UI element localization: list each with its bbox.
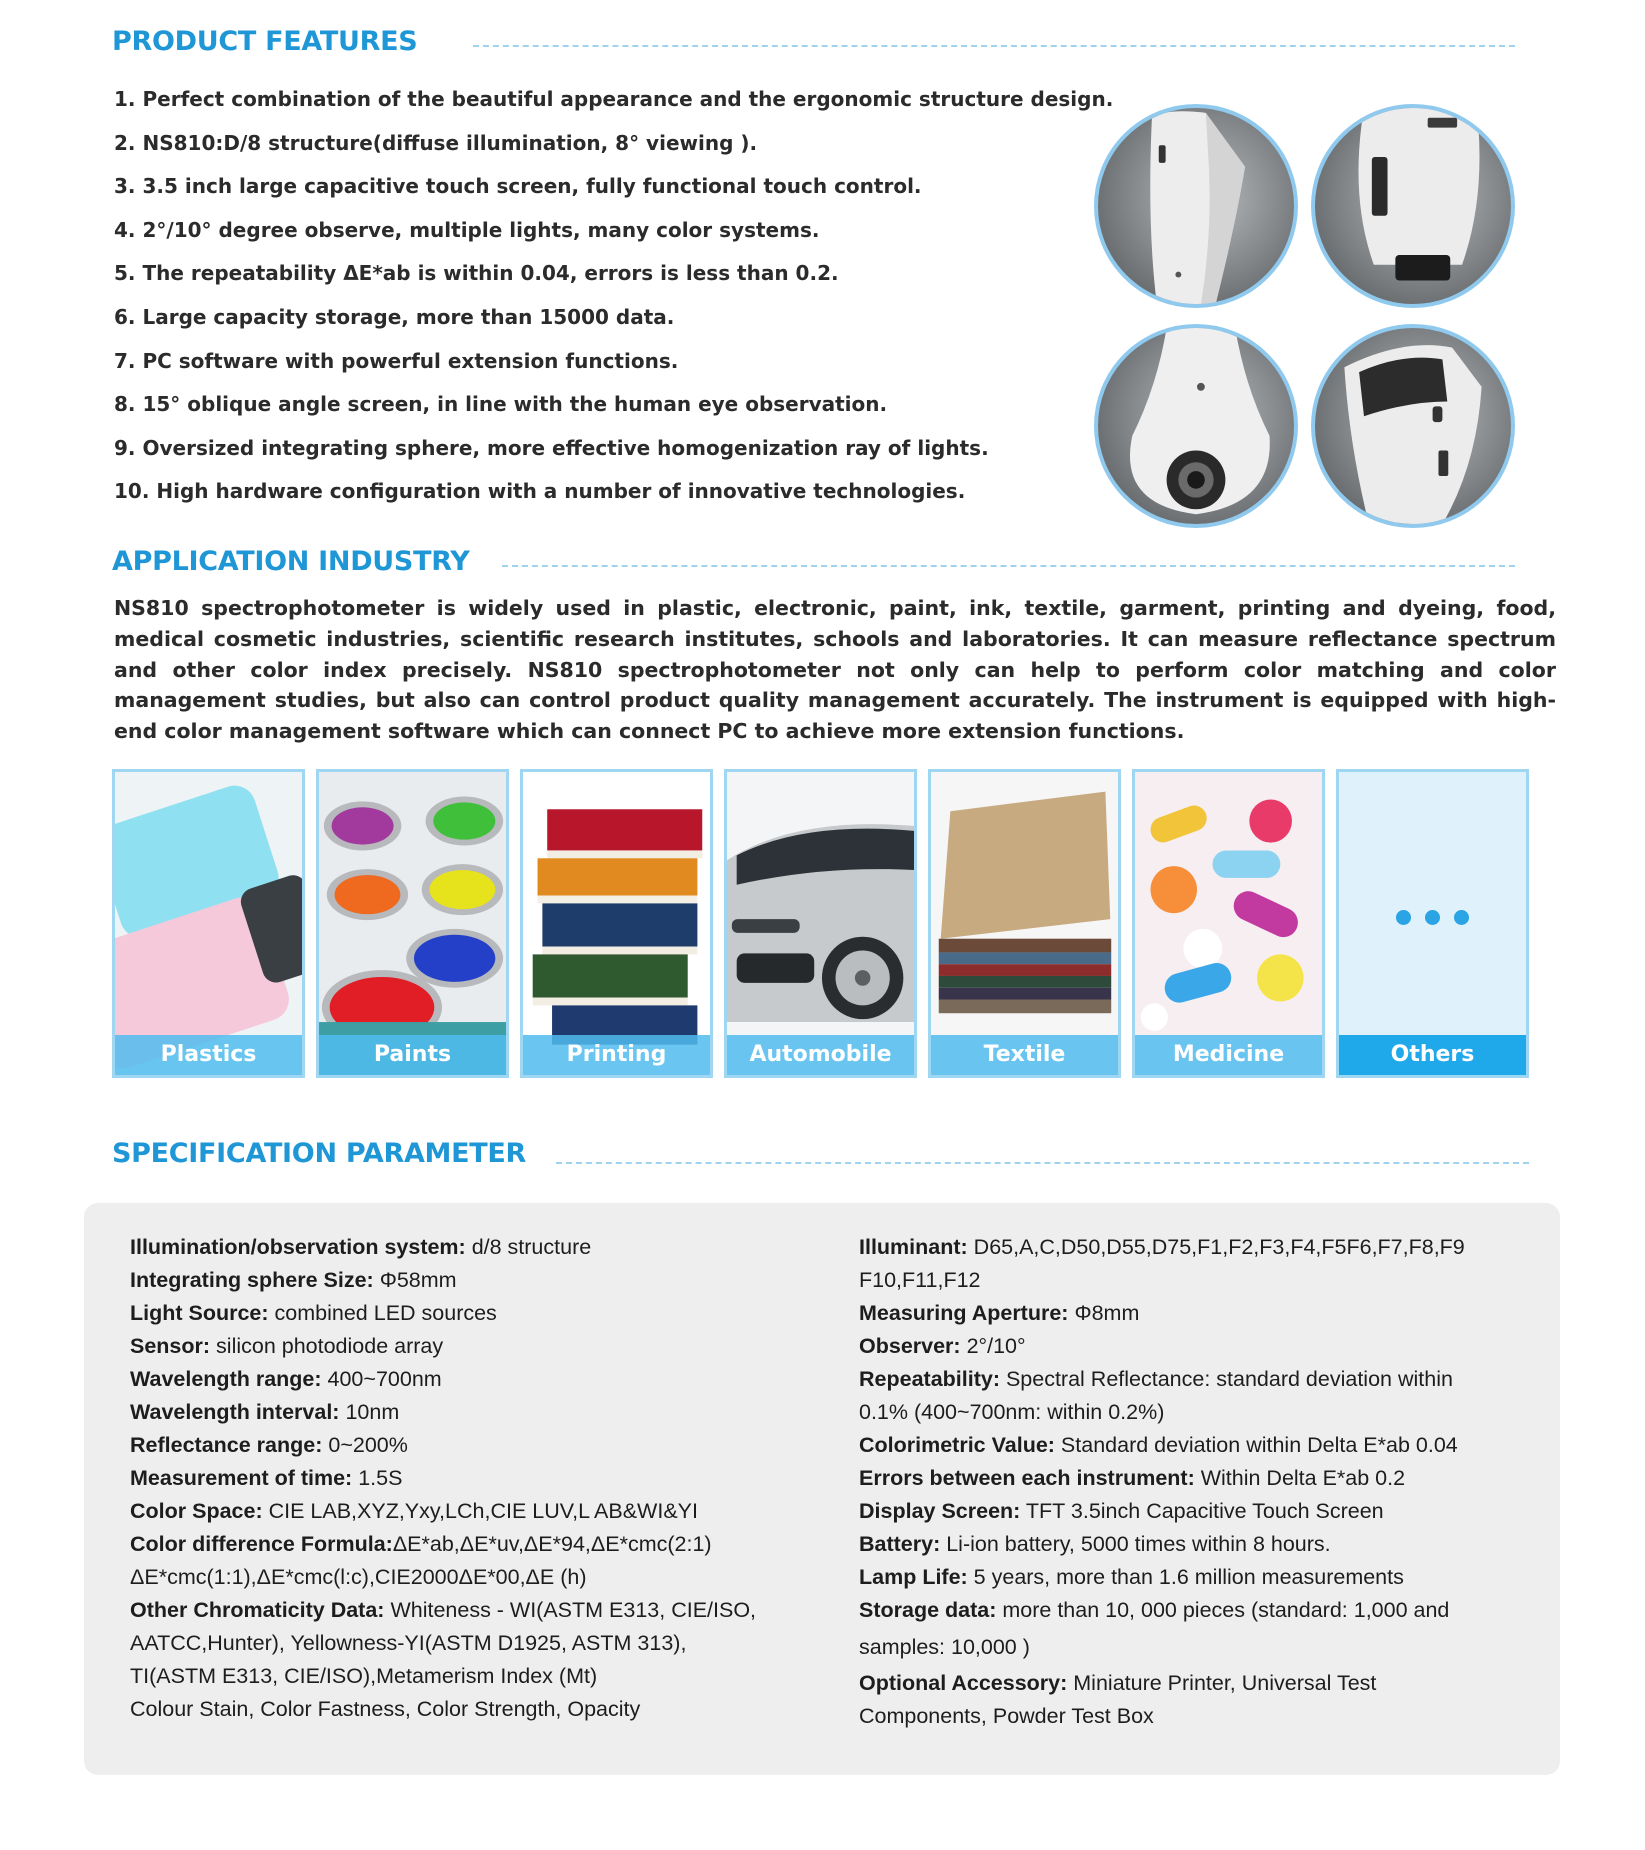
product-photo-aperture — [1094, 324, 1298, 528]
industry-tile-automobile — [724, 769, 917, 1078]
more-dots-icon — [1339, 910, 1526, 930]
product-photo-base — [1311, 104, 1515, 308]
spec-line: Light Source: combined LED sources — [130, 1301, 497, 1325]
spec-line: Measurement of time: 1.5S — [130, 1466, 403, 1490]
industry-tile-paints — [316, 769, 509, 1078]
spec-line: Repeatability: Spectral Reflectance: standard deviation within — [859, 1367, 1453, 1391]
spec-line: Battery: Li-ion battery, 5000 times within 8 hours. — [859, 1532, 1331, 1556]
industry-label: Printing — [523, 1035, 710, 1075]
spec-line: Components, Powder Test Box — [859, 1704, 1154, 1728]
spec-line: Wavelength interval: 10nm — [130, 1400, 400, 1424]
feature-item: 10. High hardware configuration with a number of innovative technologies. — [114, 479, 966, 504]
feature-item: 5. The repeatability ΔE*ab is within 0.04, errors is less than 0.2. — [114, 261, 839, 286]
spec-line: Display Screen: TFT 3.5inch Capacitive Touch Screen — [859, 1499, 1384, 1523]
application-title: APPLICATION INDUSTRY — [112, 546, 470, 577]
features-divider — [473, 45, 1515, 47]
spec-line: Wavelength range: 400~700nm — [130, 1367, 442, 1391]
spec-line: Reflectance range: 0~200% — [130, 1433, 408, 1457]
spec-line: 0.1% (400~700nm: within 0.2%) — [859, 1400, 1165, 1424]
application-paragraph: NS810 spectrophotometer is widely used in plastic, electronic, paint, ink, textile, garment, printing and dyeing, food, medical cosmetic industries, scientific research institutes, schools and laboratories. It can measure reflectance spectrum and other color index precisely. NS810 spectrophotometer not only can help to perform color matching and color management studies, but also can control product quality management accurately. The instrument is equipped with high-end color management software which can connect PC to achieve more extension functions. — [114, 596, 1556, 744]
industry-tile-printing — [520, 769, 713, 1078]
feature-item: 3. 3.5 inch large capacitive touch screen, fully functional touch control. — [114, 174, 922, 199]
application-divider — [502, 565, 1515, 567]
spec-line: Illumination/observation system: d/8 structure — [130, 1235, 592, 1259]
feature-item: 9. Oversized integrating sphere, more effective homogenization ray of lights. — [114, 435, 989, 460]
industry-label: Plastics — [115, 1035, 302, 1075]
industry-label: Textile — [931, 1035, 1118, 1075]
industry-label: Others — [1339, 1035, 1526, 1075]
industry-tile-medicine — [1132, 769, 1325, 1078]
spec-line: Color difference Formula:ΔE*ab,ΔE*uv,ΔE*94,ΔE*cmc(2:1) — [130, 1532, 712, 1556]
spec-line: Lamp Life: 5 years, more than 1.6 million measurements — [859, 1565, 1404, 1589]
spec-column-right — [859, 1231, 1539, 1733]
industry-label: Paints — [319, 1035, 506, 1075]
industry-label: Automobile — [727, 1035, 914, 1075]
product-photo-screen — [1311, 324, 1515, 528]
industry-tile-textile — [928, 769, 1121, 1078]
spec-line: Storage data: more than 10, 000 pieces (standard: 1,000 and — [859, 1598, 1450, 1622]
spec-line: F10,F11,F12 — [859, 1268, 981, 1292]
feature-item: 7. PC software with powerful extension functions. — [114, 348, 679, 373]
spec-line: Colorimetric Value: Standard deviation within Delta E*ab 0.04 — [859, 1433, 1458, 1457]
industry-tile-others — [1336, 769, 1529, 1078]
specification-title: SPECIFICATION PARAMETER — [112, 1138, 527, 1169]
spec-line: Measuring Aperture: Φ8mm — [859, 1301, 1140, 1325]
feature-item: 4. 2°/10° degree observe, multiple lights, many color systems. — [114, 217, 820, 242]
product-photo-side — [1094, 104, 1298, 308]
spec-line: AATCC,Hunter), Yellowness-YI(ASTM D1925, ASTM 313), — [130, 1631, 687, 1655]
spec-line: Integrating sphere Size: Φ58mm — [130, 1268, 457, 1292]
spec-line: Color Space: CIE LAB,XYZ,Yxy,LCh,CIE LUV,L AB&WI&YI — [130, 1499, 698, 1523]
feature-item: 8. 15° oblique angle screen, in line with the human eye observation. — [114, 392, 888, 417]
spec-line: Observer: 2°/10° — [859, 1334, 1026, 1358]
spec-line: ΔE*cmc(1:1),ΔE*cmc(l:c),CIE2000ΔE*00,ΔE (h) — [130, 1565, 587, 1589]
spec-line: TI(ASTM E313, CIE/ISO),Metamerism Index (Mt) — [130, 1664, 598, 1688]
features-list — [114, 80, 1114, 516]
spec-line: Optional Accessory: Miniature Printer, Universal Test — [859, 1671, 1377, 1695]
features-title: PRODUCT FEATURES — [112, 26, 418, 57]
spec-line: samples: 10,000 ) — [859, 1635, 1030, 1659]
specification-divider — [556, 1162, 1529, 1164]
feature-item: 2. NS810:D/8 structure(diffuse illumination, 8° viewing ). — [114, 130, 758, 155]
specification-box — [84, 1203, 1560, 1775]
spec-line: Colour Stain, Color Fastness, Color Strength, Opacity — [130, 1697, 641, 1721]
industry-label: Medicine — [1135, 1035, 1322, 1075]
spec-line: Errors between each instrument: Within Delta E*ab 0.2 — [859, 1466, 1406, 1490]
feature-item: 1. Perfect combination of the beautiful appearance and the ergonomic structure design. — [114, 87, 1114, 111]
spec-line: Illuminant: D65,A,C,D50,D55,D75,F1,F2,F3,F4,F5F6,F7,F8,F9 — [859, 1235, 1465, 1259]
industry-tile-plastics — [112, 769, 305, 1078]
spec-line: Sensor: silicon photodiode array — [130, 1334, 444, 1358]
spec-line: Other Chromaticity Data: Whiteness - WI(ASTM E313, CIE/ISO, — [130, 1598, 757, 1622]
spec-column-left — [130, 1231, 830, 1726]
feature-item: 6. Large capacity storage, more than 15000 data. — [114, 304, 675, 329]
